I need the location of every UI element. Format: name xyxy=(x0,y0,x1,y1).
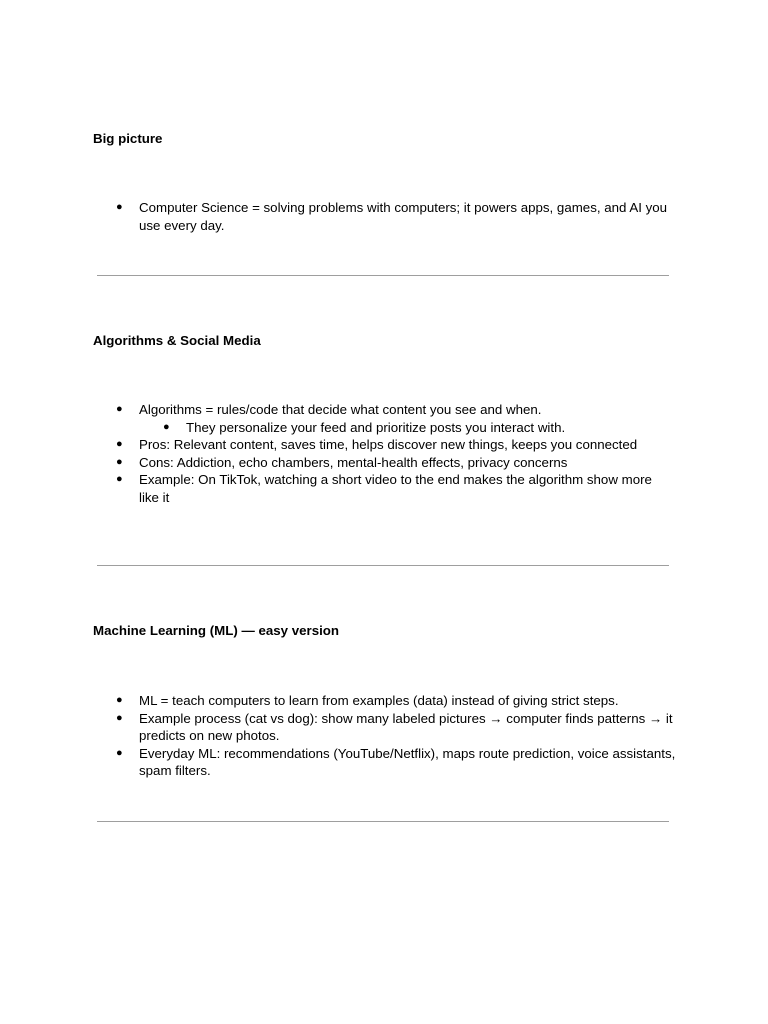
list-item xyxy=(93,401,683,419)
list-item-text: Algorithms = rules/code that decide what content you see and when. xyxy=(139,402,542,417)
list-item-text: They personalize your feed and prioritize posts you interact with. xyxy=(186,419,566,435)
horizontal-divider xyxy=(97,565,669,566)
list-item xyxy=(93,471,659,506)
bullet-icon: ● xyxy=(116,746,123,759)
bullet-list-big-picture xyxy=(93,199,673,234)
section-heading-machine-learning: Machine Learning (ML) — easy version xyxy=(93,623,340,638)
bullet-icon: ● xyxy=(116,455,123,468)
list-item xyxy=(93,745,695,780)
horizontal-divider xyxy=(97,821,669,822)
list-item-text: Example: On TikTok, watching a short video to the end makes the algorithm show more like it xyxy=(139,472,652,505)
section-heading-big-picture: Big picture xyxy=(93,131,163,146)
list-item-text: Example process (cat vs dog): show many labeled pictures → computer finds patterns → it predicts on new photos. xyxy=(139,710,673,744)
list-item xyxy=(93,692,673,710)
list-item xyxy=(93,454,683,472)
list-item xyxy=(93,436,683,454)
list-item-text: Everyday ML: recommendations (YouTube/Netflix), maps route prediction, voice assistants, spam filters. xyxy=(139,745,676,779)
bullet-icon: ● xyxy=(116,711,123,724)
bullet-icon: ● xyxy=(116,438,123,451)
bullet-list-machine-learning xyxy=(93,692,676,780)
bullet-list-algorithms xyxy=(93,401,683,507)
bullet-icon: ● xyxy=(163,420,170,433)
list-item xyxy=(93,710,679,745)
list-item-text: Pros: Relevant content, saves time, helps discover new things, keeps you connected xyxy=(139,437,638,453)
horizontal-divider xyxy=(97,275,669,276)
list-item-text: Computer Science = solving problems with computers; it powers apps, games, and AI you use every day. xyxy=(139,200,668,233)
bullet-icon: ● xyxy=(116,403,123,415)
section-heading-algorithms: Algorithms & Social Media xyxy=(93,333,261,348)
list-item-text: ML = teach computers to learn from examples (data) instead of giving strict steps. xyxy=(139,693,619,708)
bullet-icon: ● xyxy=(116,473,123,486)
bullet-icon: ● xyxy=(116,201,123,213)
bullet-icon: ● xyxy=(116,694,123,706)
list-item-nested xyxy=(93,419,683,437)
list-item xyxy=(93,199,673,234)
list-item-text: Cons: Addiction, echo chambers, mental-health effects, privacy concerns xyxy=(139,454,568,470)
